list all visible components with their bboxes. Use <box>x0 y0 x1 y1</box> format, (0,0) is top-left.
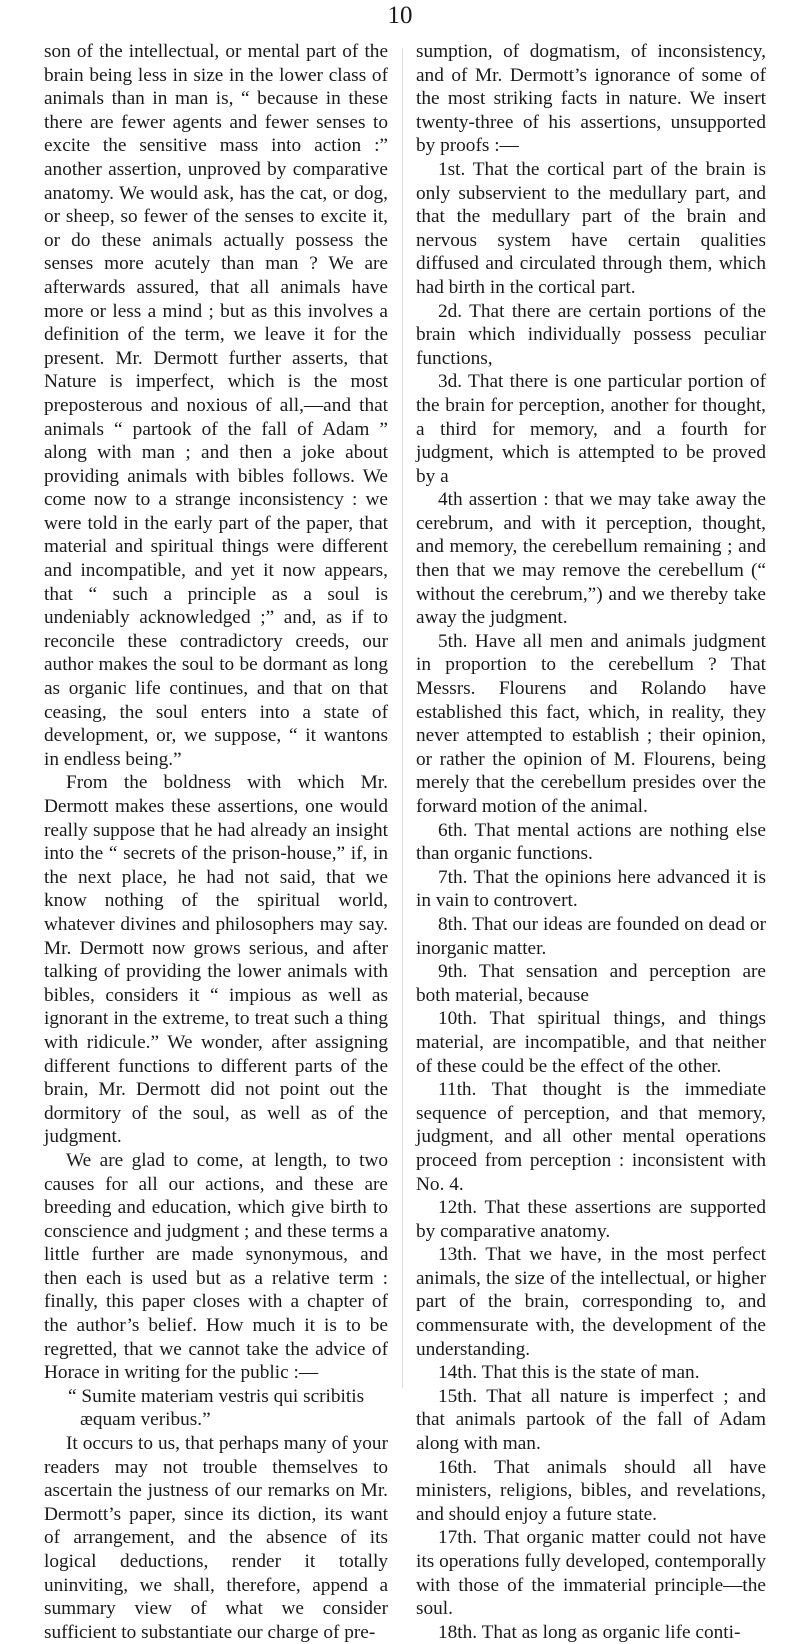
paragraph: From the boldness with which Mr. Dermott makes these assertions, one would really suppose that he had already an insight into the “ secrets of the prison-house,” if, in the next place, he had not said, that we know nothing of the spiritual world, whatever divines and philosophers may say. Mr. Dermott now grows serious, and after talking of providing the lower animals with bibles, considers it “ impious as well as ignorant in the extreme, to treat such a thing with ridicule.” We wonder, after assigning different functions to different parts of the brain, Mr. Dermott did not point out the dormitory of the soul, as well as of the judgment. <box>44 772 388 1148</box>
column-divider <box>402 48 403 1388</box>
assertion-item: 11th. That thought is the immediate sequence of perception, and that memory, judgment, and all other mental operations proceed from perception : inconsistent with No. 4. <box>416 1079 766 1195</box>
assertion-item: 5th. Have all men and animals judgment in proportion to the cerebellum ? That Messrs. Flourens and Rolando have established this fact, which, in reality, they never attempted to establish ; their opinion, or rather the opinion of M. Flourens, being merely that the cerebellum presides over the forward motion of the animal. <box>416 630 766 817</box>
assertion-item: 17th. That organic matter could not have its operations fully developed, contemporally with those of the immaterial principle—the soul. <box>416 1527 766 1620</box>
assertion-item: 13th. That we have, in the most perfect animals, the size of the intellectual, or higher part of the brain, corresponding to, and commensurate with, the development of the understanding. <box>416 1244 766 1360</box>
paragraph: son of the intellectual, or mental part of the brain being less in size in the lower class of animals than in man is, “ because in these there are fewer agents and fewer senses to excite the sensitive mass into action :” another assertion, unproved by comparative anatomy. We would ask, has the cat, or dog, or sheep, so fewer of the senses to excite it, or do these animals actually possess the senses more acutely than man ? We are afterwards assured, that all animals have more or less a mind ; but as this involves a definition of the term, we leave it for the present. Mr. Dermott further asserts, that Nature is imperfect, which is the most preposterous and noxious of all,—and that animals “ partook of the fall of Adam ” along with man ; and then a joke about providing animals with bibles follows. We come now to a strange inconsistency : we were told in the early part of the paper, that material and spiritual things were different and incompatible, and yet it now appears, that “ such a principle as a soul is undeniably acknowledged ;” and, as if to reconcile these contradictory creeds, our author makes the soul to be dormant as long as organic life continues, and that on that ceasing, the soul enters into a state of development, or, we suppose, “ it wantons in endless being.” <box>44 41 388 770</box>
assertion-item: 10th. That spiritual things, and things material, are incompatible, and that neither of these could be the effect of the other. <box>416 1008 766 1077</box>
assertion-item: 8th. That our ideas are founded on dead or inorganic matter. <box>416 913 766 959</box>
assertion-item: 16th. That animals should all have ministers, religions, bibles, and revelations, and should enjoy a future state. <box>416 1456 766 1525</box>
left-column <box>44 40 388 1644</box>
assertion-item: 15th. That all nature is imperfect ; and that animals partook of the fall of Adam along with man. <box>416 1385 766 1455</box>
assertion-item: 7th. That the opinions here advanced it is in vain to controvert. <box>416 866 766 912</box>
assertion-item: 9th. That sensation and perception are both material, because <box>416 961 766 1006</box>
paragraph: It occurs to us, that perhaps many of your readers may not trouble themselves to ascertain the justness of our remarks on Mr. Dermott’s paper, since its diction, its want of arrangement, and the absence of its logical deductions, render it totally uninviting, we shall, therefore, append a summary view of what we consider sufficient to substantiate our charge of pre- <box>44 1433 388 1643</box>
latin-quote-line-2: æquam veribus.” <box>80 1409 211 1431</box>
assertion-item: 4th assertion : that we may take away the cerebrum, and with it perception, thought, and memory, the cerebellum remaining ; and then that we may remove the cerebellum (“ without the cerebrum,”) and we thereby take away the judgment. <box>416 489 766 629</box>
assertion-item: 2d. That there are certain portions of the brain which individually possess peculiar functions, <box>416 300 766 369</box>
assertion-item: 18th. That as long as organic life conti- <box>438 1621 741 1643</box>
paragraph: We are glad to come, at length, to two causes for all our actions, and these are breeding and education, which give birth to conscience and judgment ; and these terms a little further are made synonymous, and then each is used but as a relative term : finally, this paper closes with a chapter of the author’s belief. How much it is to be regretted, that we cannot take the advice of Horace in writing for the public :— <box>44 1149 388 1384</box>
assertion-item: 1st. That the cortical part of the brain is only subservient to the medullary part, and that the medullary part of the brain and nervous system have certain qualities diffused and circulated through them, which had birth in the cortical part. <box>416 158 766 298</box>
right-column <box>416 40 766 1644</box>
page-number: 10 <box>387 2 413 29</box>
assertion-item: 6th. That mental actions are nothing else than organic functions. <box>416 819 766 865</box>
paragraph: sumption, of dogmatism, of inconsistency, and of Mr. Dermott’s ignorance of some of the most striking facts in nature. We insert twenty-three of his assertions, unsupported by proofs :— <box>416 41 766 157</box>
assertion-item: 12th. That these assertions are supported by comparative anatomy. <box>416 1197 766 1242</box>
latin-quote-line-1: “ Sumite materiam vestris qui scribitis <box>68 1385 365 1407</box>
assertion-item: 3d. That there is one particular portion of the brain for perception, another for thought, a third for memory, and a fourth for judgment, which is attempted to be proved by a <box>416 371 766 487</box>
assertion-item: 14th. That this is the state of man. <box>438 1362 700 1384</box>
